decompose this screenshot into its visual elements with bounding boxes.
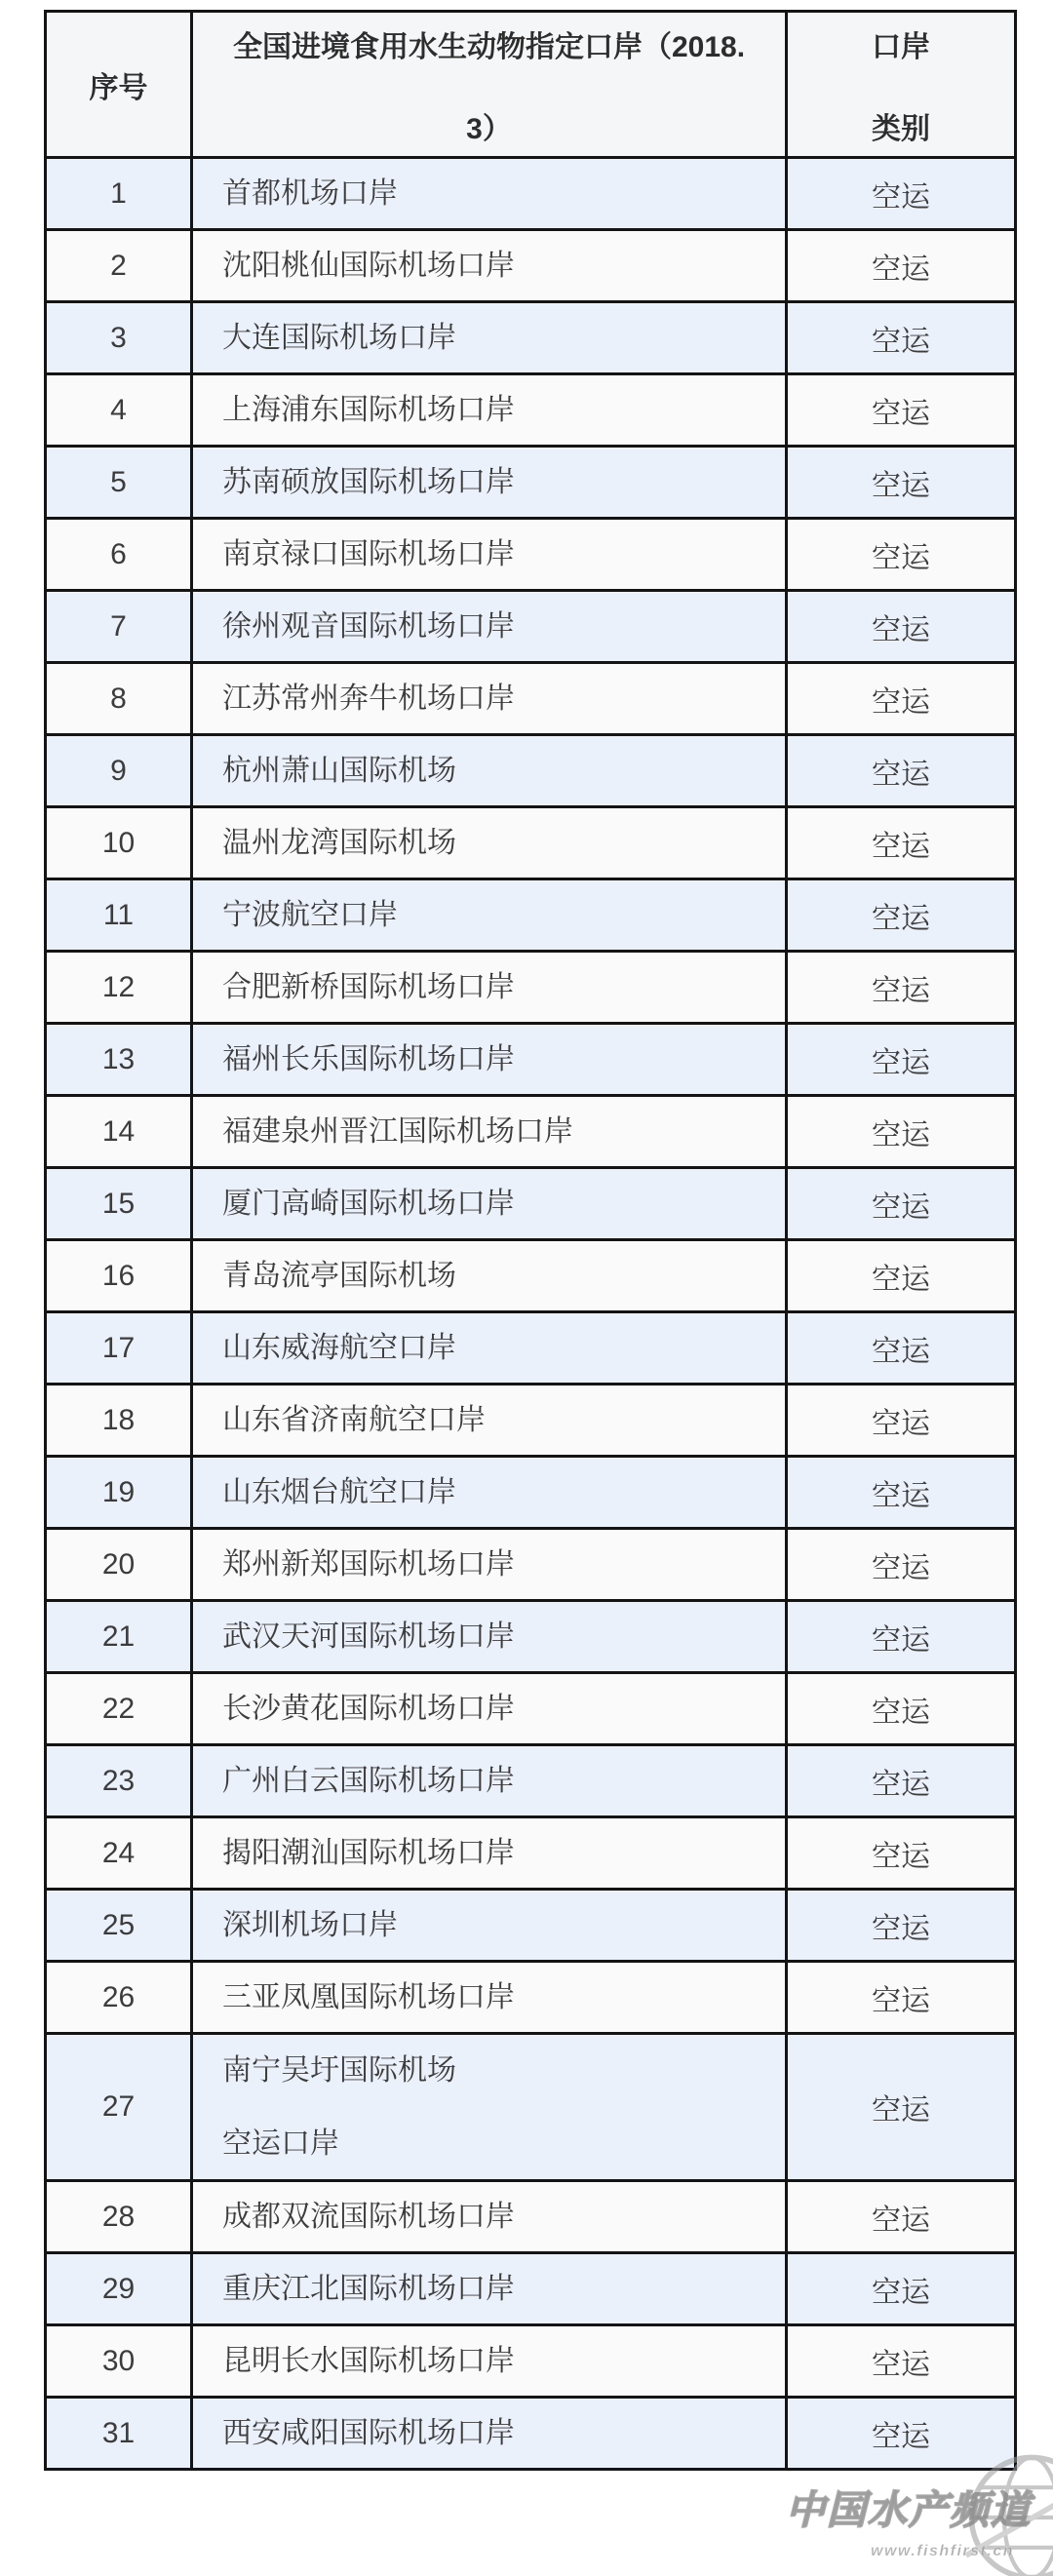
- port-name-line: 武汉天河国际机场口岸: [222, 1620, 515, 1653]
- table-row: [46, 807, 1016, 879]
- cell-serial-number: 10: [46, 807, 192, 879]
- cell-port-name: [192, 807, 787, 879]
- cell-port-category: 空运: [787, 1601, 1016, 1673]
- table-row: [46, 158, 1016, 230]
- table-row: [46, 1817, 1016, 1890]
- cell-port-name: [192, 1312, 787, 1385]
- port-name-line: 苏南硕放国际机场口岸: [222, 466, 515, 498]
- cell-port-name: [192, 2325, 787, 2398]
- table-row: [46, 1529, 1016, 1601]
- cell-serial-number: 23: [46, 1745, 192, 1817]
- cell-port-name: [192, 447, 787, 519]
- cell-port-name: [192, 1962, 787, 2034]
- cell-port-category: 空运: [787, 1240, 1016, 1312]
- port-name-line: 长沙黄花国际机场口岸: [222, 1693, 515, 1725]
- header-row: [46, 12, 1016, 158]
- port-name-line: 揭阳潮汕国际机场口岸: [222, 1837, 515, 1869]
- cell-port-category: 空运: [787, 952, 1016, 1024]
- ports-table: [44, 10, 1017, 2471]
- cell-port-name: [192, 2398, 787, 2470]
- table-row: [46, 2398, 1016, 2470]
- cell-serial-number: 14: [46, 1096, 192, 1168]
- table-row: [46, 663, 1016, 735]
- cell-port-name: [192, 1601, 787, 1673]
- cell-serial-number: 13: [46, 1024, 192, 1096]
- cell-port-category: 空运: [787, 302, 1016, 374]
- port-name-line: 空运口岸: [222, 2127, 339, 2160]
- cell-port-category: 空运: [787, 663, 1016, 735]
- port-name-line: 重庆江北国际机场口岸: [222, 2273, 515, 2305]
- cell-port-name: [192, 2034, 787, 2181]
- cell-port-name: [192, 2181, 787, 2253]
- cell-serial-number: 15: [46, 1168, 192, 1240]
- table-row: [46, 2325, 1016, 2398]
- cell-port-name: [192, 1168, 787, 1240]
- cell-port-category: 空运: [787, 1024, 1016, 1096]
- table-row: [46, 519, 1016, 591]
- watermark-url-text: www.fishfirst.cn: [871, 2543, 1014, 2559]
- cell-port-category: 空运: [787, 447, 1016, 519]
- cell-serial-number: 2: [46, 230, 192, 302]
- header-port-category-line1: 口岸: [872, 30, 930, 63]
- cell-port-category: 空运: [787, 735, 1016, 807]
- cell-port-name: [192, 1385, 787, 1457]
- port-name-line: 南宁吴圩国际机场: [222, 2054, 456, 2087]
- cell-serial-number: 19: [46, 1457, 192, 1529]
- watermark-logo-text: 中国水产频道: [786, 2489, 1032, 2532]
- cell-port-name: [192, 1096, 787, 1168]
- port-name-line: 山东威海航空口岸: [222, 1332, 456, 1364]
- cell-port-category: 空运: [787, 1385, 1016, 1457]
- cell-port-category: 空运: [787, 1096, 1016, 1168]
- cell-serial-number: 29: [46, 2253, 192, 2325]
- cell-serial-number: 20: [46, 1529, 192, 1601]
- table-row: [46, 1240, 1016, 1312]
- port-name-line: 宁波航空口岸: [222, 899, 398, 931]
- cell-port-name: [192, 1745, 787, 1817]
- cell-serial-number: 8: [46, 663, 192, 735]
- cell-port-name: [192, 1024, 787, 1096]
- port-name-line: 温州龙湾国际机场: [222, 827, 456, 859]
- port-name-line: 深圳机场口岸: [222, 1909, 398, 1941]
- cell-port-category: 空运: [787, 1312, 1016, 1385]
- header-port-title-line1: 全国进境食用水生动物指定口岸（2018.: [232, 30, 746, 63]
- table-row: [46, 374, 1016, 447]
- table-row: [46, 1601, 1016, 1673]
- port-name-line: 沈阳桃仙国际机场口岸: [222, 250, 515, 282]
- cell-port-name: [192, 591, 787, 663]
- table-row: [46, 1168, 1016, 1240]
- table-row: [46, 1385, 1016, 1457]
- cell-serial-number: 22: [46, 1673, 192, 1745]
- table-row: [46, 2181, 1016, 2253]
- port-name-line: 三亚凤凰国际机场口岸: [222, 1981, 515, 2013]
- cell-port-category: 空运: [787, 1745, 1016, 1817]
- cell-serial-number: 1: [46, 158, 192, 230]
- cell-serial-number: 24: [46, 1817, 192, 1890]
- port-name-line: 江苏常州奔牛机场口岸: [222, 683, 515, 715]
- cell-port-category: 空运: [787, 230, 1016, 302]
- port-name-line: 广州白云国际机场口岸: [222, 1765, 515, 1797]
- cell-serial-number: 28: [46, 2181, 192, 2253]
- cell-port-name: [192, 952, 787, 1024]
- cell-serial-number: 31: [46, 2398, 192, 2470]
- cell-port-name: [192, 1529, 787, 1601]
- port-name-line: 杭州萧山国际机场: [222, 755, 456, 787]
- table-row: [46, 1096, 1016, 1168]
- cell-serial-number: 30: [46, 2325, 192, 2398]
- cell-port-name: [192, 519, 787, 591]
- cell-port-category: 空运: [787, 807, 1016, 879]
- port-name-line: 首都机场口岸: [222, 177, 398, 210]
- table-row: [46, 591, 1016, 663]
- port-name-line: 合肥新桥国际机场口岸: [222, 971, 515, 1003]
- cell-port-category: 空运: [787, 158, 1016, 230]
- port-name-line: 徐州观音国际机场口岸: [222, 610, 515, 643]
- port-name-line: 厦门高崎国际机场口岸: [222, 1188, 515, 1220]
- cell-serial-number: 26: [46, 1962, 192, 2034]
- table-row: [46, 2253, 1016, 2325]
- cell-serial-number: 17: [46, 1312, 192, 1385]
- cell-port-category: 空运: [787, 591, 1016, 663]
- table-row: [46, 1745, 1016, 1817]
- cell-port-name: [192, 1890, 787, 1962]
- table-row: [46, 447, 1016, 519]
- port-name-line: 山东烟台航空口岸: [222, 1476, 456, 1508]
- port-name-line: 郑州新郑国际机场口岸: [222, 1548, 515, 1581]
- port-name-line: 青岛流亭国际机场: [222, 1260, 456, 1292]
- port-name-line: 昆明长水国际机场口岸: [222, 2345, 515, 2377]
- cell-port-category: 空运: [787, 1168, 1016, 1240]
- cell-port-name: [192, 735, 787, 807]
- table-row: [46, 879, 1016, 952]
- cell-serial-number: 6: [46, 519, 192, 591]
- cell-port-category: 空运: [787, 2325, 1016, 2398]
- cell-serial-number: 25: [46, 1890, 192, 1962]
- cell-port-name: [192, 230, 787, 302]
- table-row: [46, 1024, 1016, 1096]
- table-row: [46, 2034, 1016, 2181]
- cell-serial-number: 5: [46, 447, 192, 519]
- header-port-category-line2: 类别: [872, 112, 930, 145]
- cell-port-name: [192, 663, 787, 735]
- cell-serial-number: 12: [46, 952, 192, 1024]
- table-row: [46, 1890, 1016, 1962]
- cell-port-category: 空运: [787, 1962, 1016, 2034]
- cell-serial-number: 27: [46, 2034, 192, 2181]
- port-name-line: 大连国际机场口岸: [222, 322, 456, 354]
- port-name-line: 南京禄口国际机场口岸: [222, 538, 515, 570]
- cell-port-category: 空运: [787, 1457, 1016, 1529]
- cell-port-name: [192, 374, 787, 447]
- table-row: [46, 1962, 1016, 2034]
- port-name-line: 西安咸阳国际机场口岸: [222, 2417, 515, 2449]
- cell-port-name: [192, 302, 787, 374]
- cell-port-name: [192, 1673, 787, 1745]
- cell-port-category: 空运: [787, 1890, 1016, 1962]
- port-name-line: 成都双流国际机场口岸: [222, 2201, 515, 2233]
- cell-port-category: 空运: [787, 879, 1016, 952]
- cell-port-category: 空运: [787, 519, 1016, 591]
- table-row: [46, 1673, 1016, 1745]
- cell-serial-number: 4: [46, 374, 192, 447]
- cell-port-name: [192, 879, 787, 952]
- port-name-line: 福州长乐国际机场口岸: [222, 1043, 515, 1075]
- header-port-category: [787, 12, 1016, 158]
- table-row: [46, 1312, 1016, 1385]
- port-name-line: 山东省济南航空口岸: [222, 1404, 486, 1436]
- cell-serial-number: 11: [46, 879, 192, 952]
- cell-port-category: 空运: [787, 2398, 1016, 2470]
- header-port-title: [192, 12, 787, 158]
- port-name-line: 上海浦东国际机场口岸: [222, 394, 515, 426]
- table-row: [46, 302, 1016, 374]
- table-row: [46, 230, 1016, 302]
- cell-port-category: 空运: [787, 374, 1016, 447]
- cell-port-category: 空运: [787, 1817, 1016, 1890]
- cell-port-name: [192, 1817, 787, 1890]
- cell-port-category: 空运: [787, 2253, 1016, 2325]
- table-row: [46, 952, 1016, 1024]
- cell-serial-number: 16: [46, 1240, 192, 1312]
- cell-port-category: 空运: [787, 2181, 1016, 2253]
- cell-serial-number: 9: [46, 735, 192, 807]
- cell-port-name: [192, 1240, 787, 1312]
- cell-port-category: 空运: [787, 1529, 1016, 1601]
- cell-port-name: [192, 1457, 787, 1529]
- header-port-title-line2: 3）: [466, 112, 512, 145]
- cell-serial-number: 21: [46, 1601, 192, 1673]
- ports-table-body: [46, 158, 1016, 2470]
- cell-port-category: 空运: [787, 2034, 1016, 2181]
- table-row: [46, 735, 1016, 807]
- header-serial-number: 序号: [46, 12, 192, 158]
- cell-serial-number: 7: [46, 591, 192, 663]
- table-row: [46, 1457, 1016, 1529]
- cell-serial-number: 18: [46, 1385, 192, 1457]
- cell-port-name: [192, 2253, 787, 2325]
- port-name-line: 福建泉州晋江国际机场口岸: [222, 1115, 573, 1148]
- cell-serial-number: 3: [46, 302, 192, 374]
- cell-port-category: 空运: [787, 1673, 1016, 1745]
- cell-port-name: [192, 158, 787, 230]
